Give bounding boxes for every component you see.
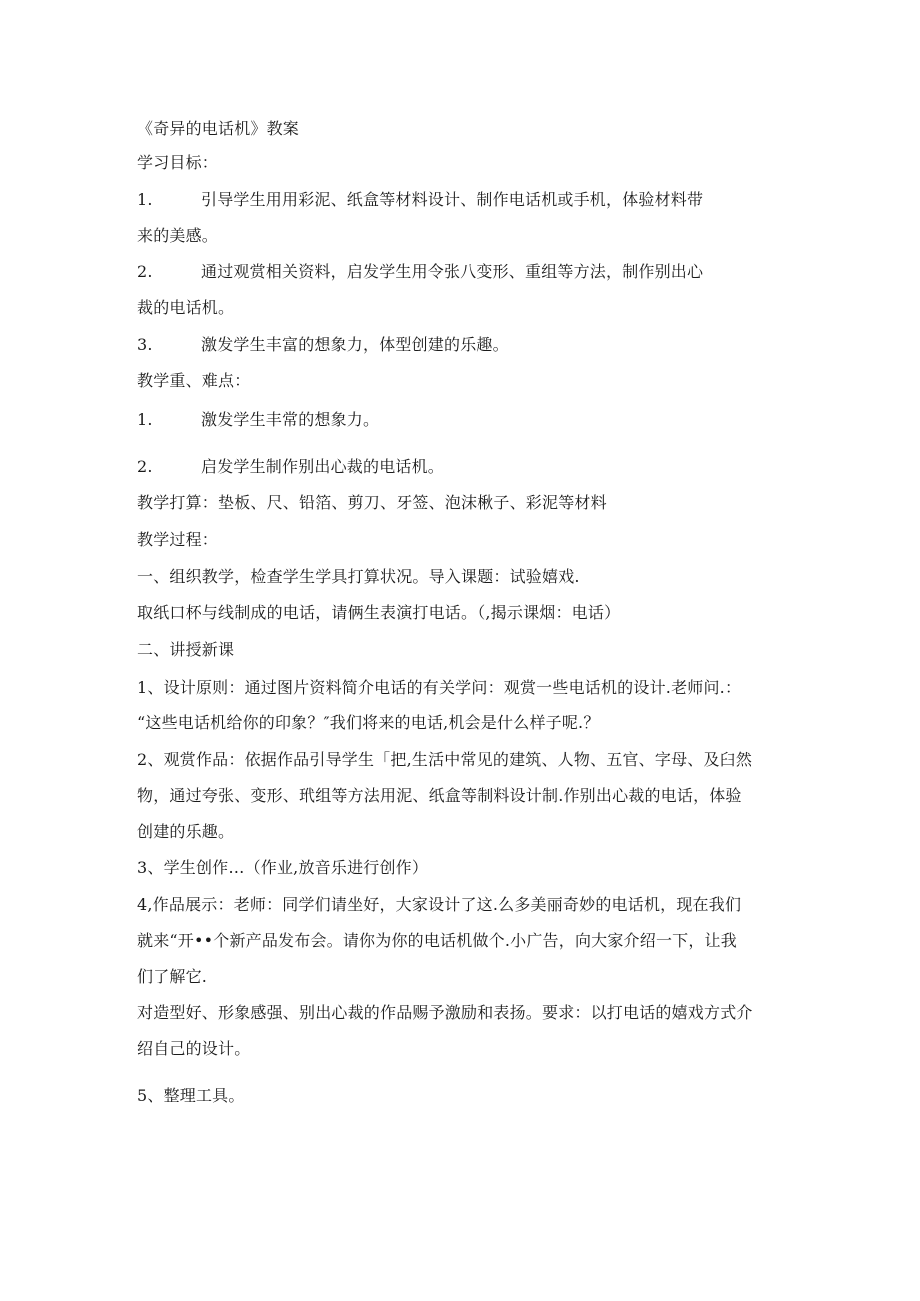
keypoint-1-text: 激发学生丰常的想象力。 — [201, 410, 380, 429]
paragraph-5-line-2: 绍自己的设计。 — [137, 1039, 251, 1058]
paragraph-5-line-1: 对造型好、形象感强、别出心裁的作品赐予激励和表扬。要求：以打电话的嬉戏方式介 — [137, 1003, 753, 1022]
paragraph-4-line-2: 就来“开••个新产品发布会。请你为你的电话机做个.小广告，向大家介绍一下，让我 — [137, 931, 737, 950]
objective-2-number: 2. — [137, 262, 153, 281]
objective-2-line-2: 裁的电话机。 — [137, 298, 235, 317]
section-2: 二、讲授新课 — [137, 640, 235, 659]
keypoint-2-number: 2. — [137, 457, 153, 476]
section-1-detail: 取纸口杯与线制成的电话，请俩生表演打电话。（,揭示课烟：电话） — [137, 603, 621, 622]
keypoint-2 — [137, 456, 444, 478]
objective-3 — [137, 334, 509, 356]
objective-2-text: 通过观赏相关资料，启发学生用令张八变形、重组等方法，制作别出心 — [201, 262, 704, 281]
paragraph-2-line-3: 创建的乐趣。 — [137, 822, 235, 841]
paragraph-4-line-1: 4,作品展示：老师：同学们请坐好，大家设计了这.么多美丽奇妙的电话机，现在我们 — [137, 895, 742, 914]
objective-3-text: 激发学生丰富的想象力，体型创建的乐趣。 — [201, 335, 509, 354]
objective-1-line-2: 来的美感。 — [137, 226, 219, 245]
objective-1-line-1 — [137, 189, 703, 211]
process-heading: 教学过程： — [137, 530, 219, 549]
keypoint-2-text: 启发学生制作别出心裁的电话机。 — [201, 457, 445, 476]
keypoint-1-number: 1. — [137, 410, 153, 429]
objective-3-number: 3. — [137, 335, 153, 354]
section-1: 一、组织教学，检查学生学具打算状况。导入课题：试验嬉戏. — [137, 567, 580, 586]
objectives-heading: 学习目标： — [137, 153, 219, 172]
doc-title: 《奇异的电话机》教案 — [137, 119, 300, 138]
teaching-prep: 教学打算：垫板、尺、铅箔、剪刀、牙签、泡沫楸子、彩泥等材料 — [137, 493, 607, 512]
keypoints-heading: 教学重、难点： — [137, 371, 251, 390]
keypoint-1 — [137, 409, 379, 431]
paragraph-1-line-1: 1、设计原则：通过图片资料简介电话的有关学问：观赏一些电话机的设计.老师问.： — [137, 678, 742, 697]
objective-1-number: 1. — [137, 190, 153, 209]
paragraph-1-line-2: “这些电话机给你的印象？″我们将来的电话,机会是什么样子呢.？ — [137, 713, 600, 732]
paragraph-2-line-1: 2、观赏作品：依据作品引导学生「把,生活中常见的建筑、人物、五官、字母、及臼然 — [137, 750, 753, 769]
paragraph-4-line-3: 们了解它. — [137, 967, 208, 986]
paragraph-6: 5、整理工具。 — [137, 1086, 245, 1105]
objective-1-text: 引导学生用用彩泥、纸盒等材料设计、制作电话机或手机，体验材料带 — [201, 190, 704, 209]
paragraph-2-line-2: 物，通过夸张、变形、玳组等方法用泥、纸盒等制料设计制.作别出心裁的电话，体验 — [137, 786, 742, 805]
objective-2-line-1 — [137, 261, 703, 283]
paragraph-3: 3、学生创作…（作业,放音乐进行创作） — [137, 858, 429, 877]
